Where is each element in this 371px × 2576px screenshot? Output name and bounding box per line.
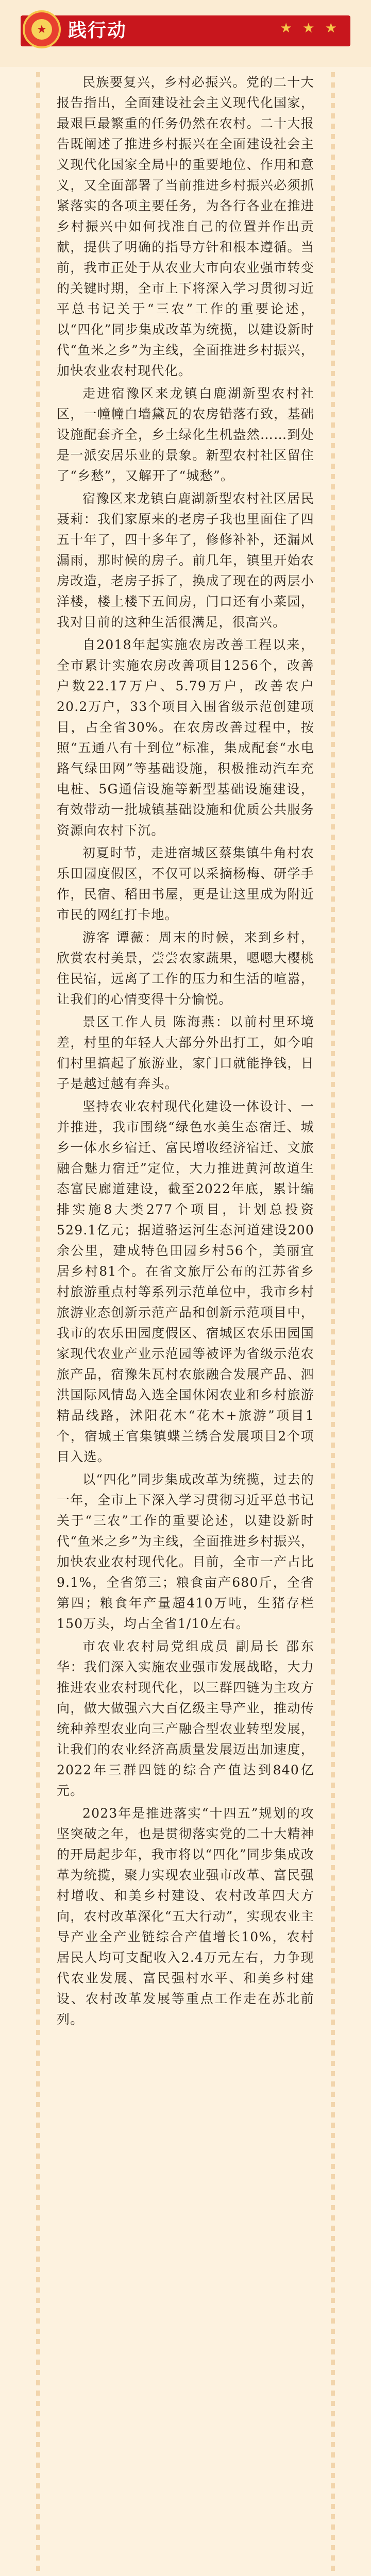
paragraph: 2023年是推进落实“十四五”规划的攻坚突破之年，也是贯彻落实党的二十大精神的开局起步年，我市将以“四化”同步集成改革为统揽，聚力实现农业强市改革、富民强村增收、和美乡村建设、农村改革四大方向，农村改革深化“五大行动”，实现农业主导产业全产业链综合产值增长10%，农村居民人均可支配收入2.4万元左右，力争现代农业发展、富民强村水平、和美乡村建设、农村改革发展等重点工作走在苏北前列。 bbox=[57, 1806, 314, 2027]
paragraph: 坚持农业农村现代化建设一体设计、一并推进，我市围绕“绿色水美生态宿迁、城乡一体水乡宿迁、富民增收经济宿迁、文旅融合魅力宿迁”定位，大力推进黄河故道生态富民廊道建设，截至2022年底，累计编排实施8大类277个项目，计划总投资529.1亿元；据道骆运河生态河道建设200余公里，建成特色田园乡村56个，美丽宜居乡村81个。在省文旅厅公布的江苏省乡村旅游重点村等系列示范单位中，我市乡村旅游业态创新示范产品和创新示范项目中，我市的农乐田园度假区、宿城区农乐田园国家现代农业产业示范园等被评为省级示范农旅产品，宿豫朱瓦村农旅融合发展产品、泗洪国际风情岛入选全国休闲农业和乡村旅游精品线路，沭阳花木“花木+旅游”项目1个，宿城王官集镇蝶兰绣合发展项目2个项目入选。 bbox=[57, 1099, 314, 1464]
paragraph: 民族要复兴，乡村必振兴。党的二十大报告指出，全面建设社会主义现代化国家，最艰巨最繁重的任务仍然在农村。二十大报告既阐述了推进乡村振兴在全面建设社会主义现代化国家全局中的重要地位、作用和意义，又全面部署了当前推进乡村振兴必须抓紧落实的各项主要任务，为各行各业在推进乡村振兴中如何找准自己的位置并作出贡献，提供了明确的指导方针和根本遵循。当前，我市正处于从农业大市向农业强市转变的关键时期，全市上下将深入学习贯彻习近平总书记关于“三农”工作的重要论述，以“四化”同步集成改革为统揽，以建设新时代“鱼米之乡”为主线，全面推进乡村振兴，加快农业农村现代化。 bbox=[57, 75, 314, 378]
right-border-decoration bbox=[331, 72, 335, 2576]
paragraph: 自2018年起实施农房改善工程以来，全市累计实施农房改善项目1256个，改善户数22.17万户、5.79万户，改善农户20.2万户，33个项目入围省级示范创建项目，占全省30%。在农房改善过程中，按照“五通八有十到位”标准，集成配套“水电路气绿田网”等基础设施，积极推动汽车充电桩、5G通信设施等新型基础设施建设，有效带动一批城镇基础设施和优质公共服务资源向农村下沉。 bbox=[57, 637, 314, 838]
paragraph: 游客 谭薇：周末的时候，来到乡村，欣赏农村美景，尝尝农家蔬果，嗯嗯大樱桃住民宿，远离了工作的压力和生活的喧嚣，让我们的心情变得十分愉悦。 bbox=[57, 930, 314, 1007]
paragraph: 景区工作人员 陈海燕：以前村里环境差，村里的年轻人大部分外出打工，如今咱们村里搞起了旅游业，家门口就能挣钱，日子是越过越有奔头。 bbox=[57, 1014, 314, 1091]
left-border-decoration bbox=[36, 72, 40, 2576]
decorative-stars-icon: ★ ★ ★ bbox=[280, 21, 340, 36]
paragraph: 走进宿豫区来龙镇白鹿湖新型农村社区，一幢幢白墙黛瓦的农房错落有致，基础设施配套齐全，乡土绿化生机盎然……到处是一派安居乐业的景象。新型农村社区留住了“乡愁”，又解开了“城愁”。 bbox=[57, 386, 314, 483]
paragraph: 初夏时节，走进宿城区蔡集镇牛角村农乐田园度假区，不仅可以采摘杨梅、研学手作，民宿、稻田书屋，更是让这里成为附近市民的网红打卡地。 bbox=[57, 845, 314, 922]
paragraph: 宿豫区来龙镇白鹿湖新型农村社区居民 聂莉：我们家原来的老房子我也里面住了四五十年了，四十多年了，修修补补，还漏风漏雨，那时候的房子。前几年，镇里开始农房改造，老房子拆了，换成了现在的两层小洋楼，楼上楼下五间房，门口还有小菜园，我对目前的这种生活很满足，很高兴。 bbox=[57, 491, 314, 630]
paragraph: 以“四化”同步集成改革为统揽，过去的一年，全市上下深入学习贯彻习近平总书记关于“三农”工作的重要论述，以建设新时代“鱼米之乡”为主线，全面推进乡村振兴，加快农业农村现代化。目前，全市一产占比9.1%，全省第三；粮食亩产680斤，全省第四；粮食年产量超410万吨，生猪存栏150万头，均占全省1/10左右。 bbox=[57, 1472, 314, 1631]
star-badge-icon bbox=[23, 10, 61, 48]
paragraph: 市农业农村局党组成员 副局长 邵东华：我们深入实施农业强市发展战略，大力推进农业农村现代化，以三群四链为主攻方向，做大做强六大百亿级主导产业，推动传统种养型农业向三产融合型农业转型发展，让我们的农业经济高质量发展迈出加速度，2022年三群四链的综合产值达到840亿元。 bbox=[57, 1639, 314, 1798]
section-title: 践行动 bbox=[68, 20, 127, 41]
section-header bbox=[0, 0, 371, 67]
article-body bbox=[57, 72, 314, 2032]
star-icon: ★ bbox=[31, 19, 52, 40]
